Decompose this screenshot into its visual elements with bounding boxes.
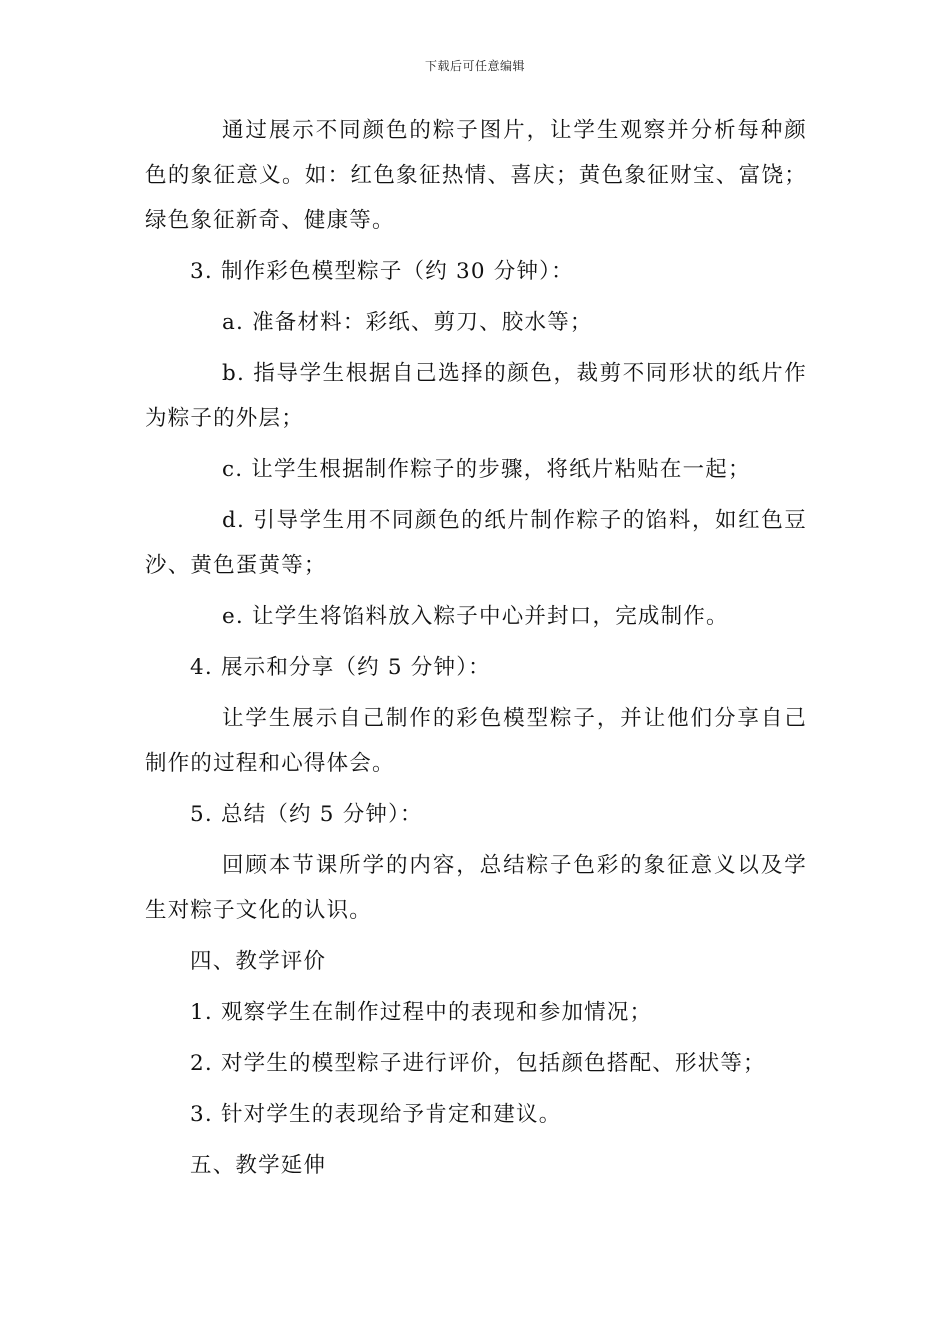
step-3c: c. 让学生根据制作粽子的步骤，将纸片粘贴在一起； xyxy=(222,457,751,482)
page-header: 下载后可任意编辑 xyxy=(424,59,525,73)
evaluation-item-1: 1. 观察学生在制作过程中的表现和参加情况； xyxy=(190,1000,653,1025)
section-5-heading: 五、教学延伸 xyxy=(190,1153,327,1178)
evaluation-item-2: 2. 对学生的模型粽子进行评价，包括颜色搭配、形状等； xyxy=(190,1051,766,1076)
step-3b: b. 指导学生根据自己选择的颜色，裁剪不同形状的纸片作为粽子的外层； xyxy=(145,361,807,431)
step-3d: d. 引导学生用不同颜色的纸片制作粽子的馅料，如红色豆沙、黄色蛋黄等； xyxy=(145,508,807,578)
step-3-heading: 3. 制作彩色模型粽子（约 30 分钟）： xyxy=(190,259,574,284)
step-5-body: 回顾本节课所学的内容，总结粽子色彩的象征意义以及学生对粽子文化的认识。 xyxy=(145,853,807,923)
paragraph-color-meaning: 通过展示不同颜色的粽子图片，让学生观察并分析每种颜色的象征意义。如：红色象征热情、喜庆；黄色象征财宝、富饶；绿色象征新奇、健康等。 xyxy=(145,118,807,233)
step-4-heading: 4. 展示和分享（约 5 分钟）： xyxy=(190,655,491,680)
step-5-heading: 5. 总结（约 5 分钟）： xyxy=(190,802,423,827)
evaluation-item-3: 3. 针对学生的表现给予肯定和建议。 xyxy=(190,1102,562,1127)
step-4-body: 让学生展示自己制作的彩色模型粽子，并让他们分享自己制作的过程和心得体会。 xyxy=(145,706,807,776)
document-body xyxy=(145,108,807,1194)
section-4-heading: 四、教学评价 xyxy=(190,949,327,974)
step-3e: e. 让学生将馅料放入粽子中心并封口，完成制作。 xyxy=(222,604,729,629)
step-3a: a. 准备材料：彩纸、剪刀、胶水等； xyxy=(222,310,593,335)
